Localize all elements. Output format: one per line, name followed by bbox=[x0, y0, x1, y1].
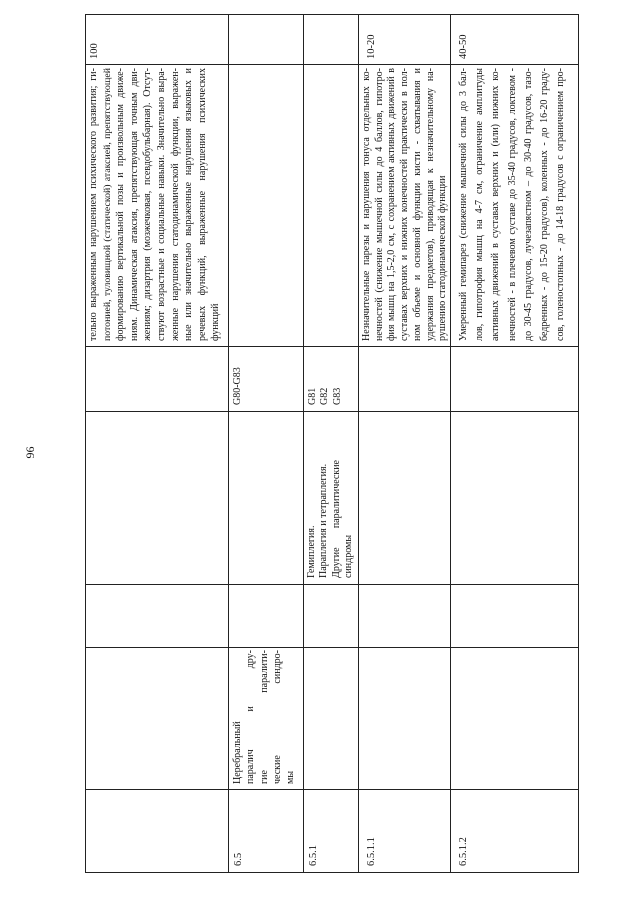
text-line: функций bbox=[210, 303, 222, 341]
icd-code: G83 bbox=[331, 387, 343, 405]
text-line: ниям. Динамическая атаксия, препятствующая точным дви- bbox=[128, 68, 140, 341]
text-line: потонией, туловищной (статической) атаксией, препятствующей bbox=[101, 68, 113, 341]
text-line: паралич и дру- bbox=[245, 650, 257, 784]
text-line: Церебральный bbox=[232, 721, 243, 784]
icd-code: G82 bbox=[319, 387, 331, 405]
cell-description bbox=[304, 64, 359, 346]
text-line: мы bbox=[285, 770, 297, 784]
cell-number: 6.5 bbox=[229, 789, 304, 872]
cell-nosology bbox=[229, 411, 304, 584]
cell-nosology bbox=[86, 411, 229, 584]
cell-score bbox=[304, 14, 359, 64]
cell-score: 100 bbox=[86, 14, 229, 64]
text-line: гие паралити- bbox=[258, 650, 270, 784]
cell-code bbox=[86, 346, 229, 411]
block-text bbox=[231, 650, 297, 784]
cell-code bbox=[359, 346, 451, 411]
cell-number: 6.5.1.1 bbox=[359, 789, 451, 872]
cell-blank bbox=[86, 584, 229, 647]
text-line: ные или значительно выраженные нарушения языковых и bbox=[183, 68, 195, 341]
cell-number bbox=[86, 789, 229, 872]
text-line: Другие паралитические bbox=[330, 460, 342, 578]
cell-block bbox=[86, 647, 229, 789]
cell-nosology bbox=[359, 411, 451, 584]
text-line: нечностей (снижение мышечной силы до 4 баллов, гипотро- bbox=[373, 68, 385, 341]
text-line: Умеренный гемипарез (снижение мышечной силы до 3 бал- bbox=[458, 68, 469, 341]
cell-score bbox=[229, 14, 304, 64]
text-line: ном объеме и основной функции кисти - схватывания и bbox=[411, 68, 423, 341]
cell-block bbox=[359, 647, 451, 789]
cell-number: 6.5.1 bbox=[304, 789, 359, 872]
text-line: до 30-45 градусов, лучезапястном – до 30-40 градусов, тазо- bbox=[522, 68, 534, 341]
text-line: фия мышц на 1,5-2,0 см, с сохранением активных движений в bbox=[386, 68, 398, 341]
text-line: Незначительные парезы и нарушения тонуса отдельных ко- bbox=[361, 68, 372, 341]
text-line: активных движений в суставах верхних и (или) нижних ко- bbox=[490, 68, 502, 341]
text-line: женные нарушения статодинамической функции, выражен- bbox=[169, 68, 181, 341]
text-line: суставах верхних и нижних конечностей практически в пол- bbox=[399, 68, 411, 341]
cell-block bbox=[304, 647, 359, 789]
text-line: рушению статодинамической функции bbox=[437, 175, 449, 341]
cell-description bbox=[229, 64, 304, 346]
text-line: лов, гипотрофия мышц на 4-7 см, ограничение амплитуды bbox=[474, 68, 486, 341]
cell-code bbox=[229, 346, 304, 411]
text-line: ческие синдро- bbox=[271, 650, 283, 784]
cell-description bbox=[451, 64, 579, 346]
text-line: Гемиплегия. bbox=[306, 525, 317, 578]
text-line: формированию вертикальной позы и произвольным движе- bbox=[115, 68, 127, 341]
cell-blank bbox=[229, 584, 304, 647]
cell-blank bbox=[304, 584, 359, 647]
text-line: сов, голеностопных - до 14-18 градусов с ограничением про- bbox=[555, 68, 567, 341]
cell-blank bbox=[451, 584, 579, 647]
cell-number: 6.5.1.2 bbox=[451, 789, 579, 872]
cell-block bbox=[451, 647, 579, 789]
text-line: ствуют возрастные и социальные навыки. Значительно выра- bbox=[155, 68, 167, 341]
icd-code: G81 bbox=[307, 387, 318, 405]
cell-score: 10-20 bbox=[359, 14, 451, 64]
text-line: Параплегия и тетраплегия. bbox=[318, 463, 330, 578]
text-line: синдромы bbox=[343, 534, 355, 578]
text-line: тельно выраженным нарушением психического развития; ги- bbox=[88, 68, 99, 341]
nosology-text bbox=[306, 460, 356, 578]
classification-table bbox=[85, 14, 579, 873]
cell-description bbox=[359, 64, 451, 346]
text-line: удержания предметов), приводящая к незначительному на- bbox=[424, 68, 436, 341]
text-line: бедренных - до 15-20 градусов), коленных - до 16-20 граду- bbox=[539, 68, 551, 341]
cell-description bbox=[86, 64, 229, 346]
cell-score: 40-50 bbox=[451, 14, 579, 64]
cell-code bbox=[304, 346, 359, 411]
cell-nosology bbox=[304, 411, 359, 584]
page-number: 96 bbox=[23, 446, 37, 459]
cell-blank bbox=[359, 584, 451, 647]
text-line: речевых функций, выраженные нарушения психических bbox=[196, 68, 208, 341]
cell-nosology bbox=[451, 411, 579, 584]
text-line: нечностей - в плечевом суставе до 35-40 градусов, локтевом - bbox=[506, 68, 518, 341]
cell-block bbox=[229, 647, 304, 789]
icd-code: G80-G83 bbox=[232, 367, 243, 405]
cell-code bbox=[451, 346, 579, 411]
text-line: жениям; дизартрия (мозжечковая, псевдобульбарная). Отсут- bbox=[142, 68, 154, 341]
